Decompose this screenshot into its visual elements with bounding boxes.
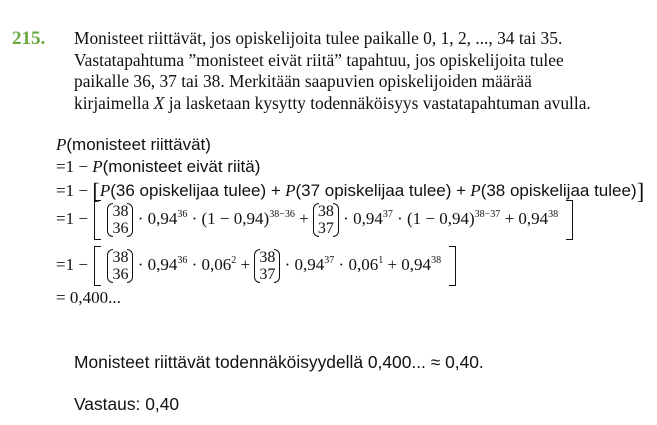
exponent: 37 [382,208,393,220]
exponent: 1 [378,254,384,266]
prob-term: (36 opiskelijaa tulee) + [110,180,281,200]
binomial-38-36: 38 36 [107,249,133,283]
term: · 0,94 [343,208,383,228]
plus: + [299,208,309,228]
term: · (1 − 0,94) [191,208,270,228]
intro-text: kirjaimella [74,92,150,113]
term: · (1 − 0,94) [397,208,475,228]
eq-prefix: =1 − [56,180,88,200]
prob-symbol: P [99,180,111,200]
exponent: 2 [231,254,237,266]
term: · 0,94 [284,254,325,274]
prob-symbol: P [92,157,103,176]
eq-prefix: =1 − [56,208,88,228]
conclusion: Monisteet riittävät todennäköisyydellä 0,400... ≈ 0,40. [74,352,484,372]
exercise-number: 215. [12,28,46,49]
exponent: 38 [431,254,442,266]
binomial-38-37: 38 37 [313,203,339,237]
prob-term: (37 opiskelijaa tulee) + [295,180,467,200]
eq-prefix: =1 − [56,254,88,274]
term: + 0,94 [387,254,432,274]
intro-paragraph [74,28,644,114]
variable-x: X [153,92,165,113]
close-bracket: ] [636,179,645,204]
intro-line [74,93,644,115]
math-line-1 [56,135,211,155]
prob-symbol: P [285,180,296,200]
close-square-bracket [566,200,573,240]
open-bracket: [ [92,179,100,204]
exponent: 38−36 [269,208,295,220]
intro-text: ja lasketaan kysytty todennäköisyys vastatapahtuman avulla. [168,92,591,113]
binomial-38-36: 38 36 [107,203,133,237]
prob-symbol: P [56,135,67,154]
open-square-bracket [94,246,101,286]
prob-term: (38 opiskelijaa tulee) [480,180,637,200]
term: · 0,94 [137,208,178,228]
eq-prefix: =1 − [56,157,88,176]
exponent: 38 [548,208,559,220]
prob-arg: (monisteet eivät riitä) [102,157,261,176]
math-result: = 0,400... [56,288,121,307]
exponent: 37 [324,254,335,266]
math-line-5 [56,246,456,286]
exponent: 38−37 [474,208,501,220]
intro-line: paikalle 36, 37 tai 38. Merkitään saapuvien opiskelijoiden määrää [74,71,532,91]
open-square-bracket [94,200,101,240]
math-line-4 [56,200,573,240]
intro-line: Monisteet riittävät, jos opiskelijoita tulee paikalle 0, 1, 2, ..., 34 tai 35. [74,28,563,48]
plus: + [240,254,251,274]
term: · 0,06 [338,254,379,274]
exponent: 36 [177,208,188,220]
binomial-38-37: 38 37 [254,249,280,283]
intro-line: Vastatapahtuma ”monisteet eivät riitä” tapahtuu, jos opiskelijoita tulee [74,49,564,70]
term: · 0,94 [137,254,178,274]
term: · 0,06 [191,254,232,274]
exponent: 36 [177,254,188,266]
term: + 0,94 [504,208,549,228]
close-square-bracket [449,246,456,286]
math-line-2 [56,157,260,177]
answer: Vastaus: 0,40 [74,394,180,414]
prob-arg: (monisteet riittävät) [66,135,211,154]
prob-symbol: P [470,180,481,200]
